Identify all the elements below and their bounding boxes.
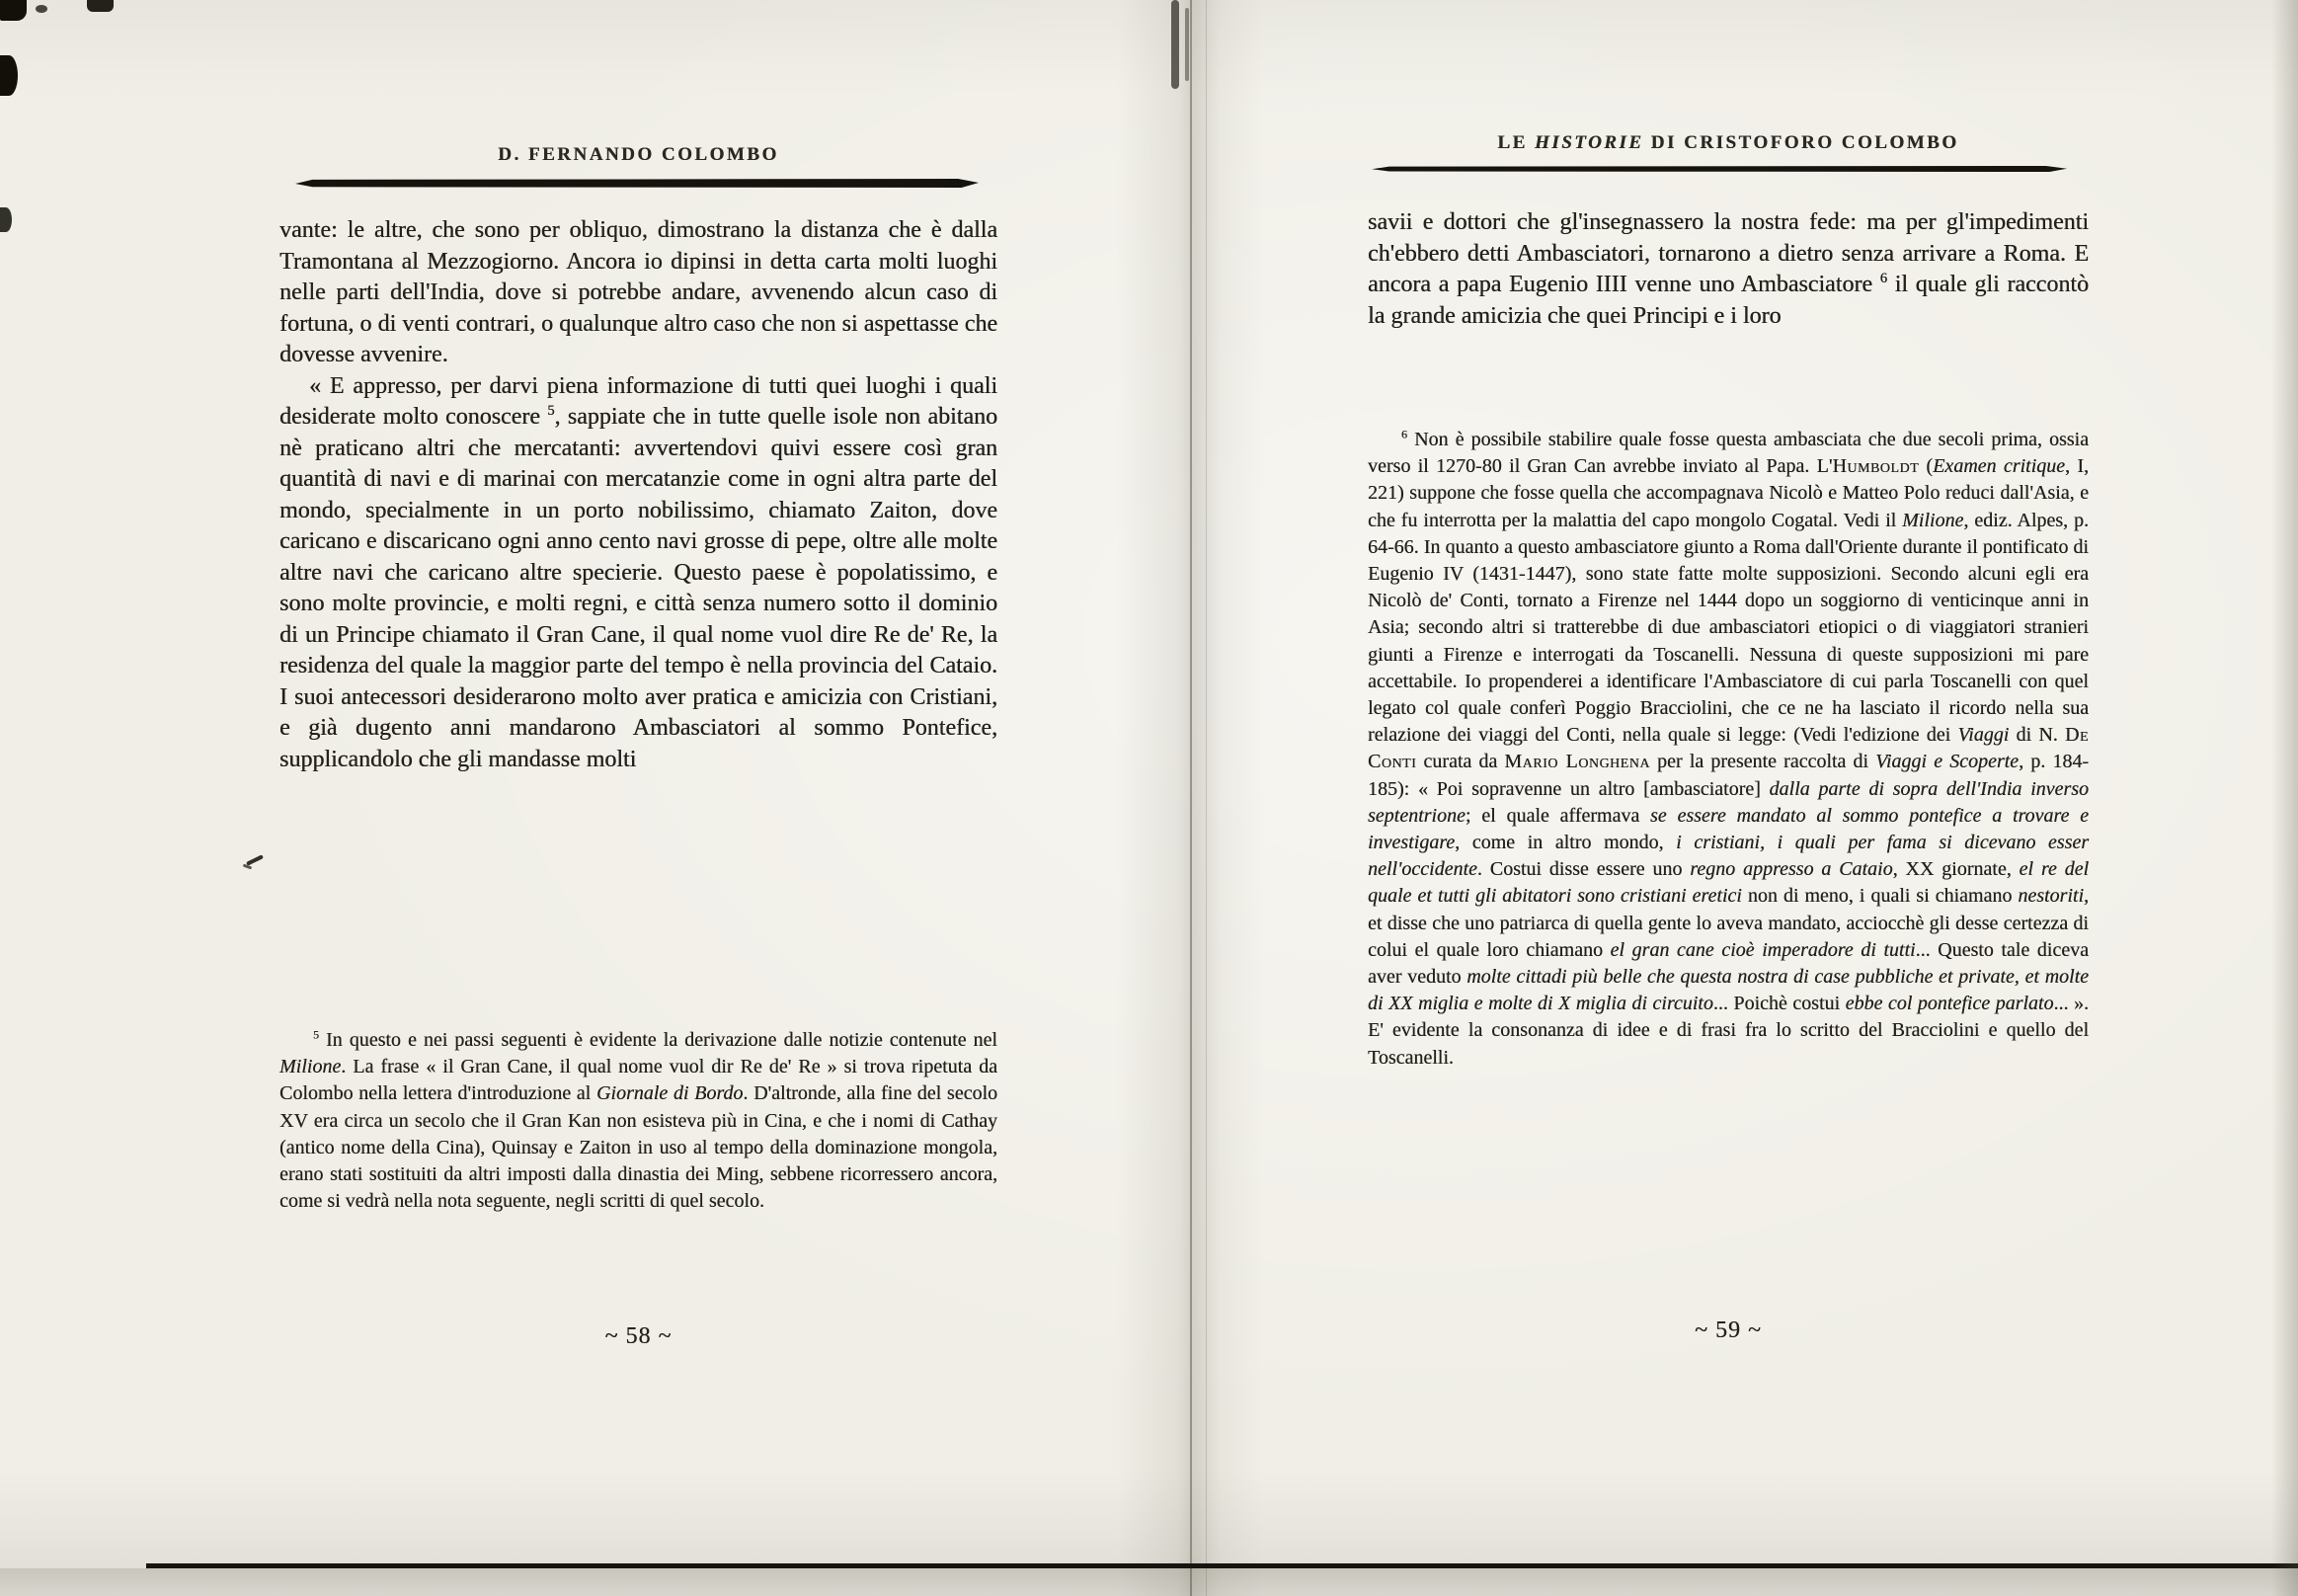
right-edge-shadow [2271,0,2298,1596]
right-page [1368,0,2089,1596]
left-footnote: $^5$ In questo e nei passi seguenti è evidente la derivazione dalle notizie contenute nel Milione. La frase « il Gran Cane, il qual nome vuol dir Re de' Re » si trova ripetuta da Colombo nella lettera d'introduzione al Giornale di Bordo. D'altronde, alla fine del secolo XV era circa un secolo che il Gran Kan non esisteva più in Cina, e che i nomi di Cathay (antico nome della Cina), Quinsay e Zaiton in uso al tempo della dominazione mongola, erano stati sostituiti da altri imposti dalla dinastia dei Ming, sebbene ricorressero ancora, come si vedrà nella nota seguente, negli scritti di quel secolo. [279,1027,998,1213]
right-header-rule [1372,166,2067,172]
paragraph: « E appresso, per darvi piena informazione di tutti quei luoghi i quali desiderate molto conoscere $^5$, sappiate che in tutte quelle isole non abitano nè praticano altri che mercatanti: avvertendovi quivi essere così gran quantità di navi e di marinai con mercatanzie come in ogni altra parte del mondo, specialmente in un porto nobilissimo, chiamato Zaiton, dove caricano e discaricano ogni anno cento navi grosse di pepe, oltre alle molte altre navi che caricano altre specierie. Questo paese è popolatissimo, e sono molte provincie, e molti regni, e città senza numero sotto il dominio di un Principe chiamato il Gran Cane, il qual nome vuol dire Re de' Re, la residenza del quale la maggior parte del tempo è nella provincia del Cataio. I suoi antecessori desiderarono molto aver pratica e amicizia con Cristiani, e già dugento anni mandarono Ambasciatori al sommo Pontefice, supplicandolo che gli mandasse molti [279,372,997,772]
right-running-head: LE HISTORIE DI CRISTOFORO COLOMBO [1497,132,1959,153]
scan-edge-mark [87,0,114,12]
left-header-rule [295,179,979,188]
gutter-top-mark [1171,0,1179,89]
left-running-head: D. FERNANDO COLOMBO [498,144,779,165]
right-page-body [1368,207,2089,332]
gutter-top-mark [1185,8,1189,81]
paragraph: savii e dottori che gl'insegnassero la nostra fede: ma per gl'impedimenti ch'ebbero detti Ambasciatori, tornarono a dietro senza arrivare a Roma. E ancora a papa Eugenio IIII venne uno Ambasciatore $^6$ il quale gli raccontò la grande amicizia che quei Principi e i loro [1368,209,2089,329]
scan-edge-mark [0,0,27,21]
scan-edge-mark [36,5,47,13]
scan-edge-mark [0,55,18,96]
left-page-number: ~ 58 ~ [604,1323,673,1349]
scan-edge-mark [0,207,12,232]
gutter-line [1206,0,1207,1596]
left-page [279,0,997,1596]
margin-pen-mark [246,854,264,865]
gutter-line [1190,0,1192,1596]
bottom-edge-shadow [0,1568,2298,1596]
right-footnote: $^6$ Non è possibile stabilire quale fosse questa ambasciata che due secoli prima, ossia verso il 1270-80 il Gran Can avrebbe inviato al Papa. L'Humboldt (Examen critique, I, 221) suppone che fosse quella che accompagnava Nicolò e Matteo Polo reduci dall'Asia, e che fu interrotta per la malattia del capo mongolo Cogatal. Vedi il Milione, ediz. Alpes, p. 64-66. In quanto a questo ambasciatore giunto a Roma dall'Oriente durante il pontificato di Eugenio IV (1431-1447), sono state fatte molte supposizioni. Secondo alcuni egli era Nicolò de' Conti, tornato a Firenze nel 1444 dopo un soggiorno di venticinque anni in Asia; secondo altri si tratterebbe di due ambasciatori etiopici o di viaggiatori stranieri giunti a Firenze e interrogati da Toscanelli. Nessuna di queste supposizioni mi pare accettabile. Io propenderei a identificare l'Ambasciatore di cui parla Toscanelli con quel legato col quale conferì Poggio Bracciolini, che ce ne ha lasciato il ricordo nella sua relazione dei viaggi del Conti, nella quale si legge: (Vedi l'edizione dei Viaggi di N. De Conti curata da Mario Longhena per la presente raccolta di Viaggi e Scoperte, p. 184-185): « Poi sopravenne un altro [ambasciatore] dalla parte di sopra dell'India inverso septentrione; el quale affermava se essere mandato al sommo pontefice a trovare e investigare, come in altro mondo, i cristiani, i quali per fama si dicevano esser nell'occidente. Costui disse essere uno regno appresso a Cataio, XX giornate, el re del quale et tutti gli abitatori sono cristiani eretici non di meno, i quali si chiamano nestoriti, et disse che uno patriarca di quella gente lo aveva mandato, acciocchè gli desse certezza di colui el quale loro chiamano el gran cane cioè imperadore di tutti... Questo tale diceva aver veduto molte cittadi più belle che questa nostra di case pubbliche et private, et molte di XX miglia e molte di X miglia di circuito... Poichè costui ebbe col pontefice parlato... ». E' evidente la consonanza di idee e di frasi fra lo scritto del Bracciolini e quello del Toscanelli. [1368,427,2090,1069]
right-page-number: ~ 59 ~ [1695,1317,1762,1343]
paragraph: vante: le altre, che sono per obliquo, dimostrano la distanza che è dalla Tramontana al Mezzogiorno. Ancora io dipinsi in detta carta molti luoghi nelle parti dell'India, dove si potrebbe andare, avvenendo alcun caso di fortuna, o di venti contrari, o qualunque altro caso che non si aspettasse che dovesse avvenire. [279,217,997,367]
left-page-body [279,215,997,775]
margin-pen-mark [243,864,252,870]
